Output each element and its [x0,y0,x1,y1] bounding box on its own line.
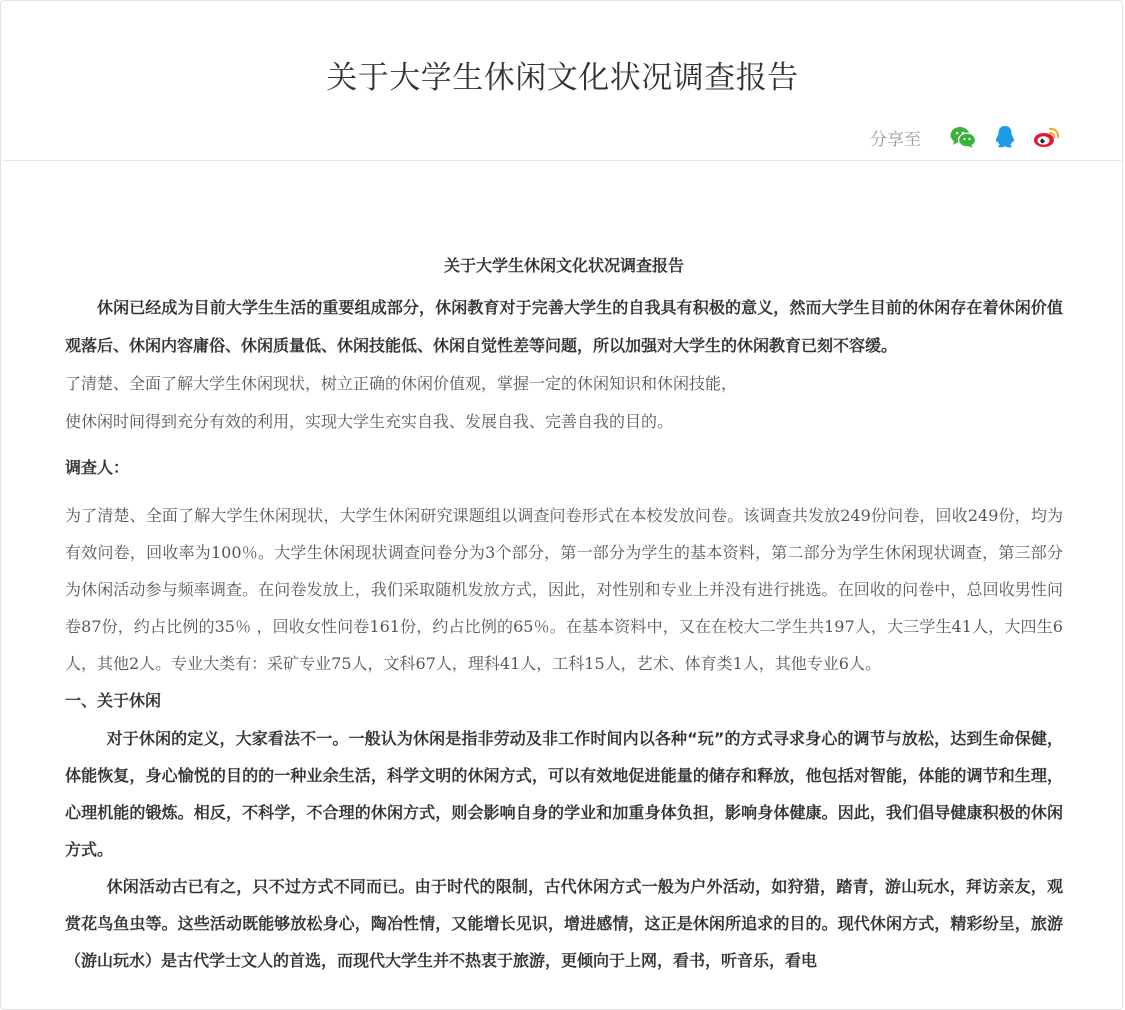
qq-icon[interactable] [991,123,1019,151]
article-header [2,2,1123,161]
survey-paragraph: 为了清楚、全面了解大学生休闲现状，大学生休闲研究课题组以调查问卷形式在本校发放问卷。该调查共发放249份问卷，回收249份，均为有效问卷，回收率为100％。大学生休闲现状调查问卷分为3个部分，第一部分为学生的基本资料，第二部分为学生休闲现状调查，第三部分为休闲活动参与频率调查。在问卷发放上，我们采取随机发放方式，因此，对性别和专业上并没有进行挑选。在回收的问卷中，总回收男性问卷87份，约占比例的35％ ，回收女性问卷161份，约占比例的65％。在基本资料中，又在在校大二学生共197人，大三学生41人，大四生6人，其他2人。专业大类有：采矿专业75人，文科67人，理科41人，工科15人，艺术、体育类1人，其他专业6人。 [65,506,1063,673]
investigator-label: 调查人： [65,458,130,477]
weibo-icon[interactable] [1033,123,1061,151]
page-title: 关于大学生休闲文化状况调查报告 [326,60,799,96]
section-paragraph: 休闲活动古已有之，只不过方式不同而已。由于时代的限制，古代休闲方式一般为户外活动，如狩猎，踏青，游山玩水，拜访亲友，观赏花鸟鱼虫等。这些活动既能够放松身心，陶冶性情，又能增长见识，增进感情，这正是休闲所追求的目的。现代休闲方式，精彩纷呈，旅游（游山玩水）是古代学士文人的首选，而现代大学生并不热衷于旅游，更倾向于上网，看书，听音乐，看电 [65,877,1063,970]
purpose-line: 了清楚、全面了解大学生休闲现状，树立正确的休闲价值观，掌握一定的休闲知识和休闲技能， [65,374,738,393]
purpose-line: 使休闲时间得到充分有效的利用，实现大学生充实自我、发展自我、完善自我的目的。 [65,412,674,431]
share-label: 分享至 [870,129,921,150]
wechat-icon[interactable] [949,123,977,151]
section-heading: 一、关于休闲 [65,691,162,710]
share-bar [870,123,1061,151]
article-title: 关于大学生休闲文化状况调查报告 [443,256,684,275]
article-body [65,251,1063,979]
intro-paragraph: 休闲已经成为目前大学生生活的重要组成部分，休闲教育对于完善大学生的自我具有积极的意义，然而大学生目前的休闲存在着休闲价值观落后、休闲内容庸俗、休闲质量低、休闲技能低、休闲自觉性差等问题，所以加强对大学生的休闲教育已刻不容缓。 [65,298,1063,355]
section-paragraph: 对于休闲的定义，大家看法不一。一般认为休闲是指非劳动及非工作时间内以各种“玩”的方式寻求身心的调节与放松，达到生命保健，体能恢复，身心愉悦的目的的一种业余生活，科学文明的休闲方式，可以有效地促进能量的储存和释放，他包括对智能，体能的调节和生理，心理机能的锻炼。相反，不科学，不合理的休闲方式，则会影响自身的学业和加重身体负担，影响身体健康。因此，我们倡导健康积极的休闲方式。 [65,729,1063,859]
